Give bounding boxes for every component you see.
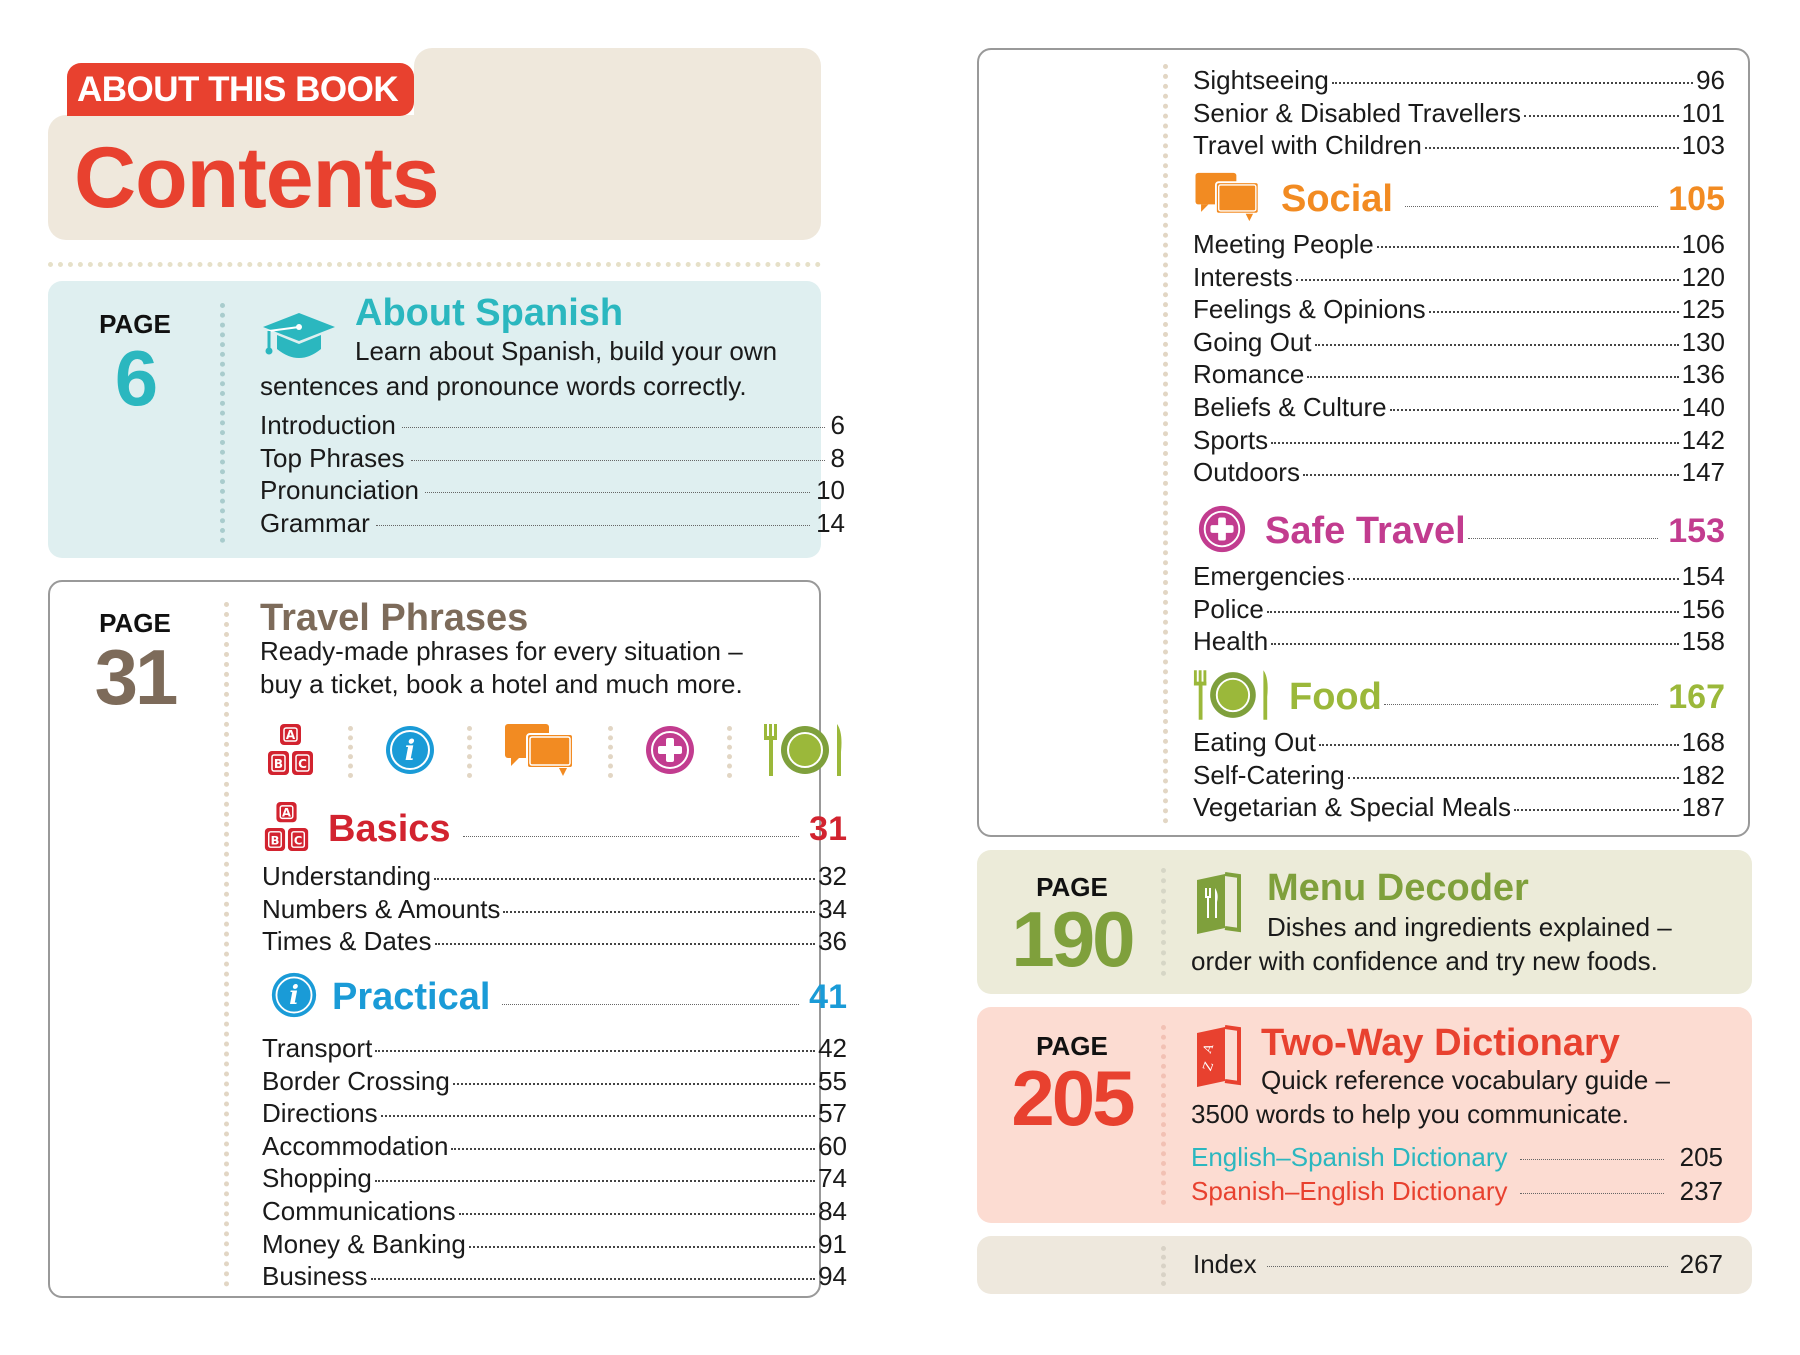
plus-circle-icon <box>1197 504 1247 559</box>
section-description: 3500 words to help you communicate. <box>1191 1099 1629 1129</box>
toc-entry[interactable]: Shopping 74 <box>262 1163 847 1194</box>
svg-text:B: B <box>273 756 284 771</box>
vertical-divider <box>220 303 225 543</box>
speech-bubbles-icon <box>1193 171 1263 228</box>
toc-entry[interactable]: Emergencies 154 <box>1193 561 1725 591</box>
category-heading[interactable] <box>262 804 847 854</box>
category-title: Social <box>1281 177 1393 220</box>
info-icon[interactable] <box>384 724 436 781</box>
section-description: buy a ticket, book a hotel and much more. <box>260 669 743 699</box>
page-number: 205 <box>1011 1054 1133 1142</box>
dictionary-list <box>1191 1141 1723 1209</box>
section-title: Two-Way Dictionary <box>1261 1022 1620 1064</box>
svg-text:i: i <box>289 980 299 1011</box>
toc-entry[interactable]: Vegetarian & Special Meals 187 <box>1193 792 1725 823</box>
category-title: Safe Travel <box>1265 509 1466 552</box>
toc-entry[interactable]: Interests 120 <box>1193 261 1725 292</box>
toc-list <box>260 409 845 539</box>
section-description: Ready-made phrases for every situation – <box>260 636 743 666</box>
category-practical <box>262 972 847 1293</box>
toc-entry[interactable]: Self-Catering 182 <box>1193 759 1725 790</box>
category-title: Practical <box>332 975 491 1018</box>
dictionary-book-icon <box>1195 1025 1241 1096</box>
toc-entry[interactable]: Eating Out 168 <box>1193 727 1725 757</box>
svg-text:A: A <box>1200 1041 1217 1055</box>
category-heading[interactable] <box>1193 174 1725 224</box>
icon-divider <box>467 726 472 778</box>
category-title: Basics <box>328 807 451 850</box>
toc-entry[interactable]: Times & Dates 36 <box>262 926 847 957</box>
section-title: Menu Decoder <box>1267 867 1529 909</box>
vertical-divider <box>1161 1025 1166 1205</box>
section-description: Quick reference vocabulary guide – <box>1261 1065 1671 1095</box>
svg-text:C: C <box>298 756 307 771</box>
category-page: 31 <box>809 809 847 848</box>
toc-entry[interactable]: English–Spanish Dictionary 205 <box>1191 1142 1723 1172</box>
category-basics <box>262 804 847 958</box>
about-spanish-section <box>48 281 845 558</box>
travel-phrases-continued-section <box>977 48 1750 837</box>
category-icon-strip <box>265 722 845 782</box>
toc-entry[interactable]: Money & Banking 91 <box>262 1228 847 1259</box>
category-safe-travel <box>1193 506 1725 658</box>
toc-entry[interactable]: Border Crossing 55 <box>262 1065 847 1096</box>
toc-entry[interactable]: Introduction 6 <box>260 410 845 440</box>
icon-divider <box>608 726 613 778</box>
toc-entry[interactable]: Meeting People 106 <box>1193 229 1725 259</box>
section-title: Travel Phrases <box>260 597 529 639</box>
index-label: Index <box>1193 1249 1257 1279</box>
plate-cutlery-icon[interactable] <box>763 722 845 783</box>
speech-bubbles-icon[interactable] <box>503 722 577 783</box>
toc-entry[interactable]: Senior & Disabled Travellers 101 <box>1193 97 1725 128</box>
svg-text:Z: Z <box>1200 1060 1217 1073</box>
toc-entry[interactable]: Transport 42 <box>262 1033 847 1063</box>
page-number: 6 <box>114 334 156 422</box>
category-page: 105 <box>1668 179 1725 218</box>
toc-entry[interactable]: Communications 84 <box>262 1195 847 1226</box>
svg-text:A: A <box>285 727 296 742</box>
practical-continued-list <box>1193 64 1725 162</box>
toc-entry[interactable]: Understanding 32 <box>262 861 847 891</box>
toc-entry[interactable]: Pronunciation 10 <box>260 475 845 506</box>
toc-entry[interactable]: Sports 142 <box>1193 424 1725 455</box>
section-description: Dishes and ingredients explained – <box>1267 912 1672 942</box>
icon-divider <box>348 726 353 778</box>
toc-entry[interactable]: Business 94 <box>262 1261 847 1292</box>
category-page: 41 <box>809 977 847 1016</box>
section-description: sentences and pronounce words correctly. <box>260 371 747 401</box>
section-description: order with confidence and try new foods. <box>1191 946 1658 976</box>
svg-text:C: C <box>293 832 303 847</box>
menu-decoder-section <box>977 850 1752 994</box>
menu-book-icon <box>1195 872 1241 943</box>
abc-blocks-icon <box>262 800 312 859</box>
toc-entry[interactable]: Numbers & Amounts 34 <box>262 893 847 924</box>
page-number: 190 <box>1011 895 1133 983</box>
index-entry[interactable] <box>1193 1248 1723 1281</box>
toc-entry[interactable]: Feelings & Opinions 125 <box>1193 294 1725 325</box>
toc-entry[interactable]: Top Phrases 8 <box>260 442 845 473</box>
toc-entry[interactable]: Grammar 14 <box>260 507 845 538</box>
svg-text:B: B <box>270 832 280 847</box>
toc-entry[interactable]: Going Out 130 <box>1193 326 1725 357</box>
category-title: Food <box>1289 675 1382 718</box>
section-description: Learn about Spanish, build your own <box>355 336 778 366</box>
svg-text:i: i <box>404 733 416 767</box>
section-title: About Spanish <box>355 292 624 334</box>
page-label: PAGE <box>99 608 171 638</box>
category-page: 167 <box>1668 677 1725 716</box>
index-section <box>977 1236 1752 1294</box>
toc-entry[interactable]: Outdoors 147 <box>1193 457 1725 488</box>
toc-entry[interactable]: Sightseeing 96 <box>1193 65 1725 95</box>
toc-entry[interactable]: Travel with Children 103 <box>1193 130 1725 161</box>
dictionary-section <box>977 1007 1752 1223</box>
vertical-divider <box>1161 1246 1166 1286</box>
toc-entry[interactable]: Directions 57 <box>262 1098 847 1129</box>
category-heading[interactable] <box>1193 672 1725 722</box>
plus-circle-icon[interactable] <box>644 724 696 781</box>
vertical-divider <box>1163 64 1168 824</box>
category-heading[interactable] <box>1193 506 1725 556</box>
page-label: PAGE <box>99 309 171 339</box>
abc-blocks-icon[interactable] <box>265 722 317 783</box>
page-number: 31 <box>94 633 176 721</box>
toc-entry[interactable]: Accommodation 60 <box>262 1130 847 1161</box>
toc-entry[interactable]: Romance 136 <box>1193 359 1725 390</box>
toc-entry[interactable]: Police 156 <box>1193 593 1725 624</box>
icon-divider <box>727 726 732 778</box>
toc-entry[interactable]: Beliefs & Culture 140 <box>1193 391 1725 422</box>
svg-text:A: A <box>282 804 291 819</box>
toc-entry[interactable]: Spanish–English Dictionary 237 <box>1191 1176 1723 1206</box>
section-tag: ABOUT THIS BOOK <box>67 63 414 116</box>
category-food <box>1193 672 1725 824</box>
category-page: 153 <box>1668 511 1725 550</box>
page-title: Contents <box>74 130 439 226</box>
vertical-divider <box>1161 868 1166 976</box>
graduation-cap-icon <box>261 311 337 374</box>
toc-entry[interactable]: Health 158 <box>1193 626 1725 657</box>
page-label: PAGE <box>1036 872 1108 902</box>
page-label: PAGE <box>1036 1031 1108 1061</box>
index-page: 267 <box>1679 1249 1723 1279</box>
travel-phrases-section <box>48 580 847 1298</box>
info-icon <box>270 971 318 1024</box>
category-heading[interactable] <box>262 972 847 1022</box>
plate-cutlery-icon <box>1193 668 1271 727</box>
vertical-divider <box>224 602 229 1287</box>
divider <box>48 262 821 267</box>
category-social <box>1193 174 1725 489</box>
